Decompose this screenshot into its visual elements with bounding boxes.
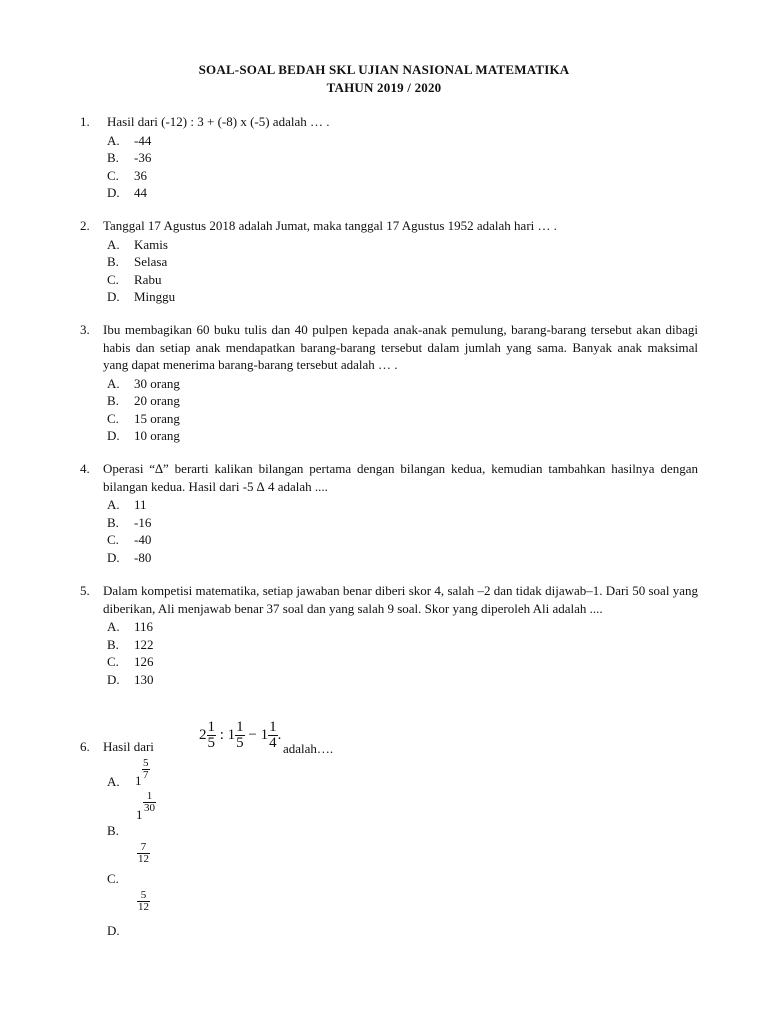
question-1 — [80, 113, 698, 202]
denominator: 12 — [138, 853, 149, 865]
option-letter: A. — [107, 236, 120, 252]
option-whole: 1 — [136, 807, 143, 822]
question-text: Ibu membagikan 60 buku tulis dan 40 pulpen kepada anak-anak pemulung, barang-barang tersebut akan dibagi habis dan setiap anak mendapatkan barang-barang tersebut dalam jumlah yang sama. Banyak anak maksimal yang dapat menerima barang-barang tersebut adalah … . — [103, 322, 698, 372]
mixed-whole: 1 — [260, 726, 269, 743]
option-b — [107, 149, 698, 167]
option-letter: C. — [107, 410, 119, 426]
question-number: 4. — [80, 461, 90, 476]
option-a — [107, 375, 698, 393]
question-text-suffix: adalah…. — [283, 741, 334, 756]
question-number: 3. — [80, 322, 90, 337]
option-letter: A. — [107, 375, 120, 391]
denominator: 4 — [269, 735, 277, 751]
question-text: Tanggal 17 Agustus 2018 adalah Jumat, maka tanggal 17 Agustus 1952 adalah hari … . — [103, 218, 558, 233]
document-title: SOAL-SOAL BEDAH SKL UJIAN NASIONAL MATEMATIKA — [198, 62, 570, 77]
option-d — [107, 288, 698, 306]
option-list — [107, 236, 698, 306]
option-d — [107, 671, 698, 689]
option-a — [107, 132, 698, 150]
option-b — [107, 392, 698, 410]
math-expression — [199, 720, 281, 751]
option-c — [107, 167, 698, 185]
option-text: -44 — [134, 132, 152, 148]
option-letter: B. — [107, 636, 119, 652]
option-text: 122 — [134, 636, 154, 652]
option-b — [107, 514, 698, 532]
option-whole: 1 — [135, 773, 142, 788]
numerator: 1 — [207, 719, 215, 735]
option-letter: D. — [107, 289, 120, 304]
denominator: 30 — [144, 802, 155, 814]
option-letter: C. — [107, 654, 119, 669]
option-d — [107, 184, 698, 202]
option-c — [107, 271, 698, 289]
option-letter: D. — [107, 185, 120, 200]
option-letter: D. — [107, 549, 120, 565]
question-number: 5. — [80, 583, 90, 598]
numerator: 1 — [236, 719, 244, 735]
option-a — [107, 618, 698, 636]
numerator: 1 — [269, 719, 277, 735]
fraction — [207, 720, 217, 751]
operator: − — [248, 726, 257, 743]
option-letter: A. — [107, 619, 120, 634]
option-text: 30 orang — [134, 375, 180, 391]
option-letter: D. — [107, 428, 120, 443]
denominator: 12 — [138, 901, 149, 913]
numerator: 5 — [143, 757, 149, 769]
option-text: 15 orang — [134, 410, 180, 426]
denominator: 5 — [236, 735, 244, 751]
question-text-prefix: Hasil dari — [103, 739, 154, 754]
operator: : — [219, 726, 224, 743]
option-text: 44 — [134, 185, 147, 200]
option-letter: C. — [107, 532, 119, 547]
option-d — [107, 427, 698, 445]
document-subtitle: TAHUN 2019 / 2020 — [326, 80, 442, 95]
option-c — [107, 410, 698, 428]
option-text: Rabu — [134, 271, 162, 287]
option-fraction — [142, 758, 150, 781]
option-text: 36 — [134, 167, 147, 183]
option-letter: A. — [107, 132, 120, 148]
question-text: Operasi “∆” berarti kalikan bilangan pertama dengan bilangan kedua, kemudian tambahkan hasilnya dengan bilangan kedua. Hasil dari -5 ∆ 4 adalah .... — [103, 461, 698, 494]
option-list — [107, 496, 698, 566]
option-letter: C. — [107, 271, 119, 287]
question-number: 2. — [80, 218, 90, 233]
option-d — [107, 549, 698, 567]
option-letter: B. — [107, 514, 119, 530]
option-letter: A. — [107, 774, 120, 789]
option-text: Kamis — [134, 236, 168, 252]
option-text: -40 — [134, 532, 152, 547]
question-number: 1. — [80, 114, 90, 129]
option-a — [107, 496, 698, 514]
option-c — [107, 531, 698, 549]
option-b — [107, 636, 698, 654]
fraction — [235, 720, 245, 751]
option-b — [107, 253, 698, 271]
option-letter: C. — [107, 871, 119, 886]
option-list — [107, 132, 698, 202]
question-2 — [80, 217, 698, 306]
question-number: 6. — [80, 739, 90, 754]
option-letter: C. — [107, 167, 119, 183]
option-a — [107, 236, 698, 254]
option-text: -36 — [134, 150, 152, 165]
question-text: Hasil dari (-12) : 3 + (-8) x (-5) adalah … . — [107, 114, 330, 129]
mixed-whole: 1 — [227, 726, 236, 743]
denominator: 5 — [207, 735, 215, 751]
option-text: 130 — [134, 671, 154, 687]
question-text: Dalam kompetisi matematika, setiap jawaban benar diberi skor 4, salah –2 dan tidak dijawab–1. Dari 50 soal yang diberikan, Ali menjawab benar 37 soal dan yang salah 9 soal. Skor yang diperoleh Ali adalah .... — [103, 583, 698, 616]
question-5 — [80, 582, 698, 688]
option-letter: D. — [107, 671, 120, 687]
question-3 — [80, 321, 698, 445]
question-4 — [80, 460, 698, 566]
fraction — [268, 720, 278, 751]
period: . — [277, 726, 282, 743]
denominator: 7 — [143, 769, 149, 781]
option-text: -16 — [134, 514, 152, 530]
option-letter: B. — [107, 823, 119, 838]
numerator: 7 — [137, 842, 150, 854]
numerator: 5 — [137, 890, 150, 902]
numerator: 1 — [143, 791, 156, 803]
option-letter: A. — [107, 497, 120, 512]
option-text: Selasa — [134, 254, 168, 269]
option-text: 10 orang — [134, 428, 180, 443]
option-list — [107, 618, 698, 688]
option-fraction — [137, 890, 150, 913]
option-text: 11 — [134, 497, 147, 512]
option-letter: B. — [107, 254, 119, 269]
option-letter: D. — [107, 923, 120, 938]
option-text: Minggu — [134, 289, 176, 304]
option-text: -80 — [134, 549, 152, 565]
option-c — [107, 653, 698, 671]
option-fraction — [137, 842, 150, 865]
option-letter: B. — [107, 393, 119, 408]
option-text: 116 — [134, 619, 154, 634]
option-fraction — [143, 791, 156, 814]
option-text: 20 orang — [134, 393, 180, 408]
mixed-whole: 2 — [199, 726, 207, 743]
option-text: 126 — [134, 654, 154, 669]
option-letter: B. — [107, 150, 119, 165]
option-list — [107, 375, 698, 445]
